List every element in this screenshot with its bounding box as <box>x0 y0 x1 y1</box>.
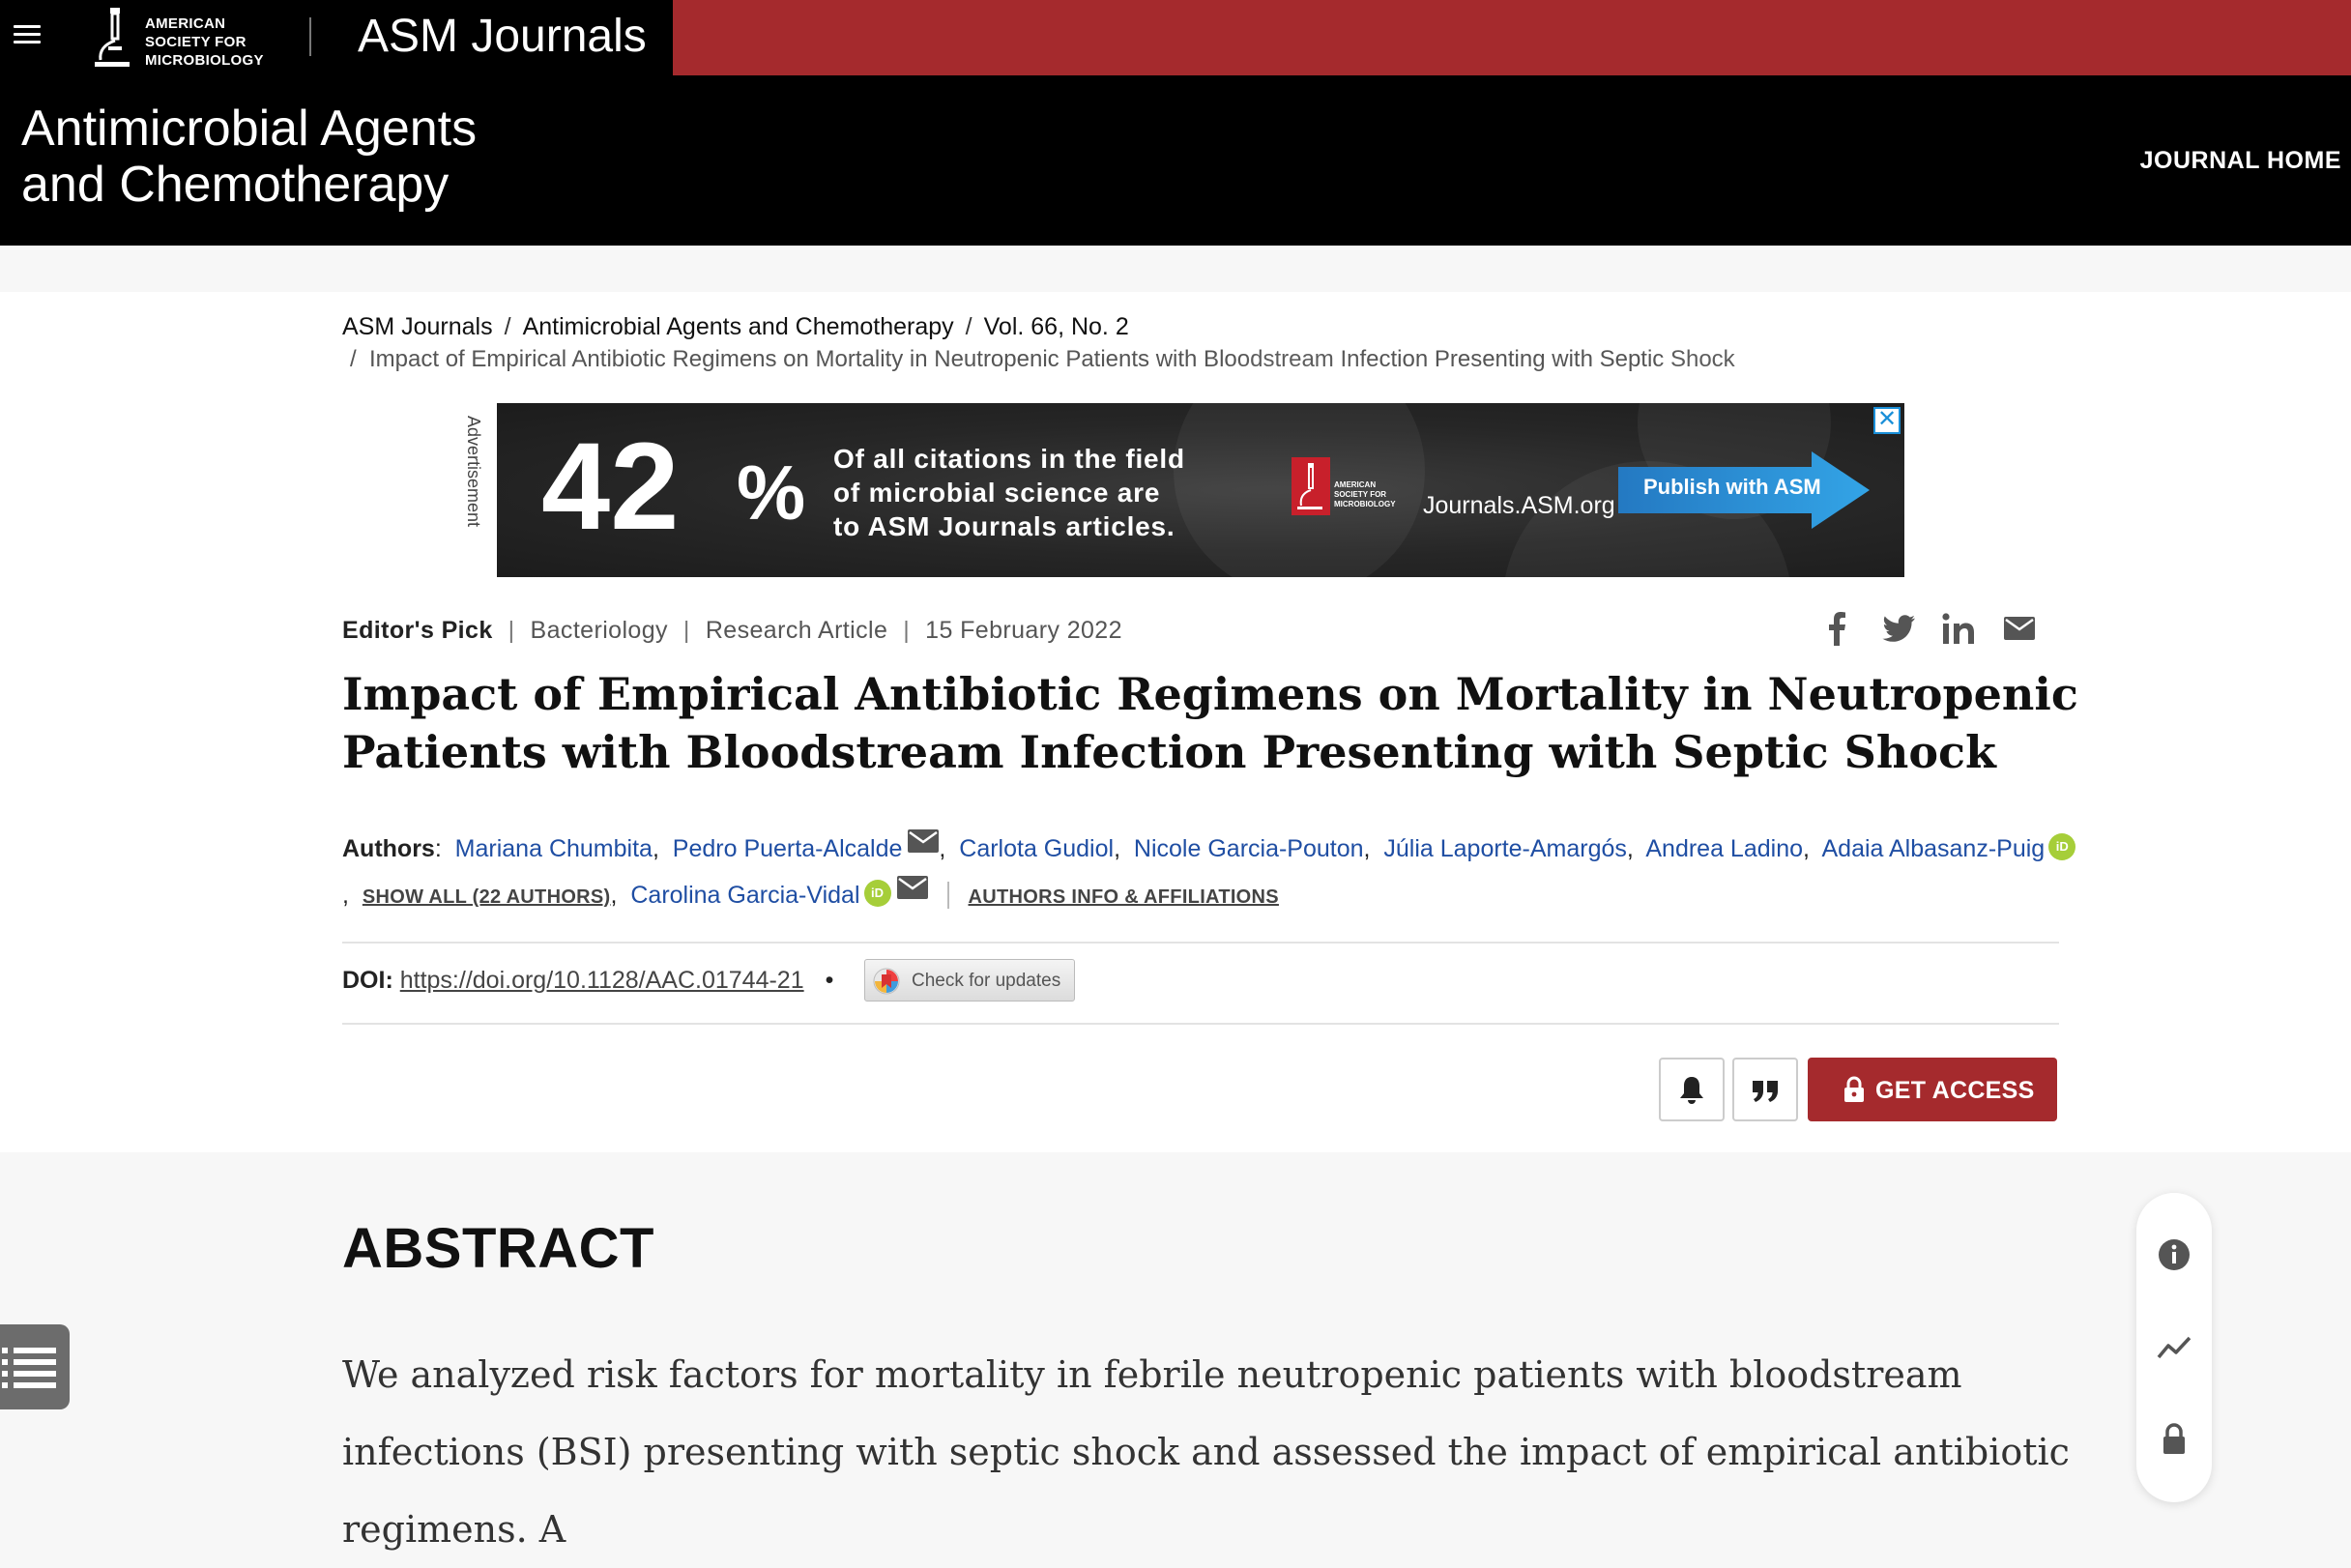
article-type: Research Article <box>705 617 888 644</box>
author-link[interactable]: Adaia Albasanz-Puig <box>1821 835 2046 862</box>
menu-icon[interactable] <box>14 25 41 46</box>
journal-title-line: and Chemotherapy <box>21 157 450 213</box>
society-line: MICROBIOLOGY <box>145 52 264 69</box>
article-category[interactable]: Bacteriology <box>530 617 668 644</box>
check-for-updates-label: Check for updates <box>912 971 1061 991</box>
doi-line <box>342 967 855 995</box>
facebook-icon[interactable] <box>1825 611 1848 646</box>
breadcrumb-current-title: Impact of Empirical Antibiotic Regimens on Mortality in Neutropenic Patients with Bloodstream Infection Presenting with Septic Shock <box>369 346 1735 372</box>
meta-separator: | <box>508 617 515 644</box>
ad-asm-logo-icon <box>1292 457 1330 515</box>
ad-copy-line: of microbial science are <box>833 478 1161 508</box>
top-bar <box>0 0 2351 75</box>
authors-list: Authors: Mariana Chumbita, Pedro Puerta-Alcalde , Carlota Gudiol, Nicole Garcia-Pouton, Júlia Laporte-Amargós, Andrea Ladino, Adaia Albasanz-Puig iD, SHOW ALL (22 AUTHORS), Carolina Garcia-Vidal iD AUTHORS INFO & AFFILIATIONS <box>342 826 2082 920</box>
asm-journals-link[interactable]: ASM Journals <box>358 11 647 62</box>
society-line: SOCIETY FOR <box>145 34 247 50</box>
orcid-icon[interactable]: iD <box>2048 833 2075 860</box>
ad-close-button[interactable]: ✕ <box>1873 407 1901 434</box>
journal-home-link[interactable]: JOURNAL HOME <box>2139 147 2341 174</box>
author-link[interactable]: Carolina Garcia-Vidal <box>630 882 860 909</box>
ad-site: Journals.ASM.org <box>1423 492 1615 519</box>
doi-label: DOI: <box>342 967 393 994</box>
email-share-icon[interactable] <box>2003 611 2036 646</box>
lock-status-icon[interactable] <box>2157 1421 2191 1456</box>
breadcrumb <box>342 313 1129 341</box>
breadcrumb-journal[interactable]: Antimicrobial Agents and Chemotherapy <box>522 313 954 340</box>
top-bar-brand-area <box>0 0 673 75</box>
author-email-icon[interactable] <box>897 876 928 899</box>
ad-copy-line: to ASM Journals articles. <box>833 511 1176 541</box>
ad-big-number: 42 <box>541 418 680 556</box>
quote-icon <box>1751 1075 1780 1106</box>
author-link[interactable]: Pedro Puerta-Alcalde <box>672 835 903 862</box>
ad-cta: Publish with ASM <box>1643 475 1821 499</box>
breadcrumb-current <box>350 346 1735 373</box>
metrics-icon[interactable] <box>2157 1330 2191 1365</box>
ad-copy-line: Of all citations in the field <box>833 444 1185 474</box>
authors-info-link[interactable]: AUTHORS INFO & AFFILIATIONS <box>968 886 1279 908</box>
breadcrumb-asm-journals[interactable]: ASM Journals <box>342 313 493 340</box>
society-line: AMERICAN <box>145 15 226 32</box>
article-date: 15 February 2022 <box>925 617 1122 644</box>
abstract-heading: ABSTRACT <box>342 1217 654 1280</box>
author-email-icon[interactable] <box>908 829 939 853</box>
lock-icon <box>1843 1076 1866 1103</box>
author-link[interactable]: Júlia Laporte-Amargós <box>1383 835 1627 862</box>
journal-title-line: Antimicrobial Agents <box>21 101 478 157</box>
show-all-authors-link[interactable]: SHOW ALL (22 AUTHORS) <box>362 886 611 908</box>
journal-header <box>0 75 2351 246</box>
authors-divider <box>947 882 949 909</box>
crossmark-icon <box>873 968 900 995</box>
cite-button[interactable] <box>1732 1058 1798 1121</box>
ad-copy <box>833 442 1185 543</box>
article-title: Impact of Empirical Antibiotic Regimens on Mortality in Neutropenic Patients with Bloodstream Infection Presenting with Septic Shock <box>342 668 2078 778</box>
editors-pick-badge: Editor's Pick <box>342 617 493 644</box>
ad-society-line: SOCIETY FOR <box>1334 490 1387 499</box>
alert-button[interactable] <box>1659 1058 1725 1121</box>
bell-icon <box>1677 1075 1706 1106</box>
doi-link[interactable]: https://doi.org/10.1128/AAC.01744-21 <box>399 967 804 994</box>
logo-divider <box>309 17 311 56</box>
meta-separator: | <box>682 617 690 644</box>
check-for-updates-button[interactable] <box>864 959 1075 1002</box>
asm-microscope-logo-icon[interactable] <box>87 4 145 72</box>
breadcrumb-separator: / <box>504 313 511 340</box>
advertisement-banner[interactable] <box>497 403 1904 577</box>
ad-percent-sign: % <box>737 450 806 536</box>
article-tools-rail <box>2136 1193 2212 1502</box>
contents-toggle-button[interactable] <box>0 1324 70 1409</box>
meta-separator: | <box>903 617 911 644</box>
article-meta <box>342 617 1122 645</box>
author-link[interactable]: Nicole Garcia-Pouton <box>1133 835 1364 862</box>
info-icon[interactable] <box>2157 1237 2191 1272</box>
abstract-text: We analyzed risk factors for mortality in febrile neutropenic patients with bloodstream infections (BSI) presenting with septic shock and assessed the impact of empirical antibiotic regimens. A <box>342 1353 2070 1551</box>
breadcrumb-separator: / <box>965 313 972 340</box>
author-link[interactable]: Carlota Gudiol <box>959 835 1115 862</box>
divider <box>342 942 2059 944</box>
list-icon <box>2 1346 60 1388</box>
orcid-icon[interactable]: iD <box>864 880 891 907</box>
divider <box>342 1023 2059 1025</box>
get-access-label: GET ACCESS <box>1875 1077 2035 1104</box>
breadcrumb-separator: / <box>350 346 357 372</box>
breadcrumb-issue[interactable]: Vol. 66, No. 2 <box>983 313 1129 340</box>
linkedin-icon[interactable] <box>1941 611 1976 646</box>
ad-society-line: AMERICAN <box>1334 480 1377 489</box>
get-access-button[interactable] <box>1808 1058 2057 1121</box>
journal-title[interactable] <box>21 101 477 213</box>
article-header-card <box>0 292 2351 1152</box>
authors-label: Authors <box>342 835 435 862</box>
society-name[interactable] <box>145 15 264 70</box>
doi-bullet: • <box>825 967 834 994</box>
twitter-icon[interactable] <box>1883 611 1916 646</box>
advertisement-label: Advertisement <box>464 416 483 528</box>
author-link[interactable]: Andrea Ladino <box>1645 835 1804 862</box>
author-link[interactable]: Mariana Chumbita <box>454 835 653 862</box>
ad-society-name <box>1334 480 1396 509</box>
ad-society-line: MICROBIOLOGY <box>1334 500 1396 508</box>
